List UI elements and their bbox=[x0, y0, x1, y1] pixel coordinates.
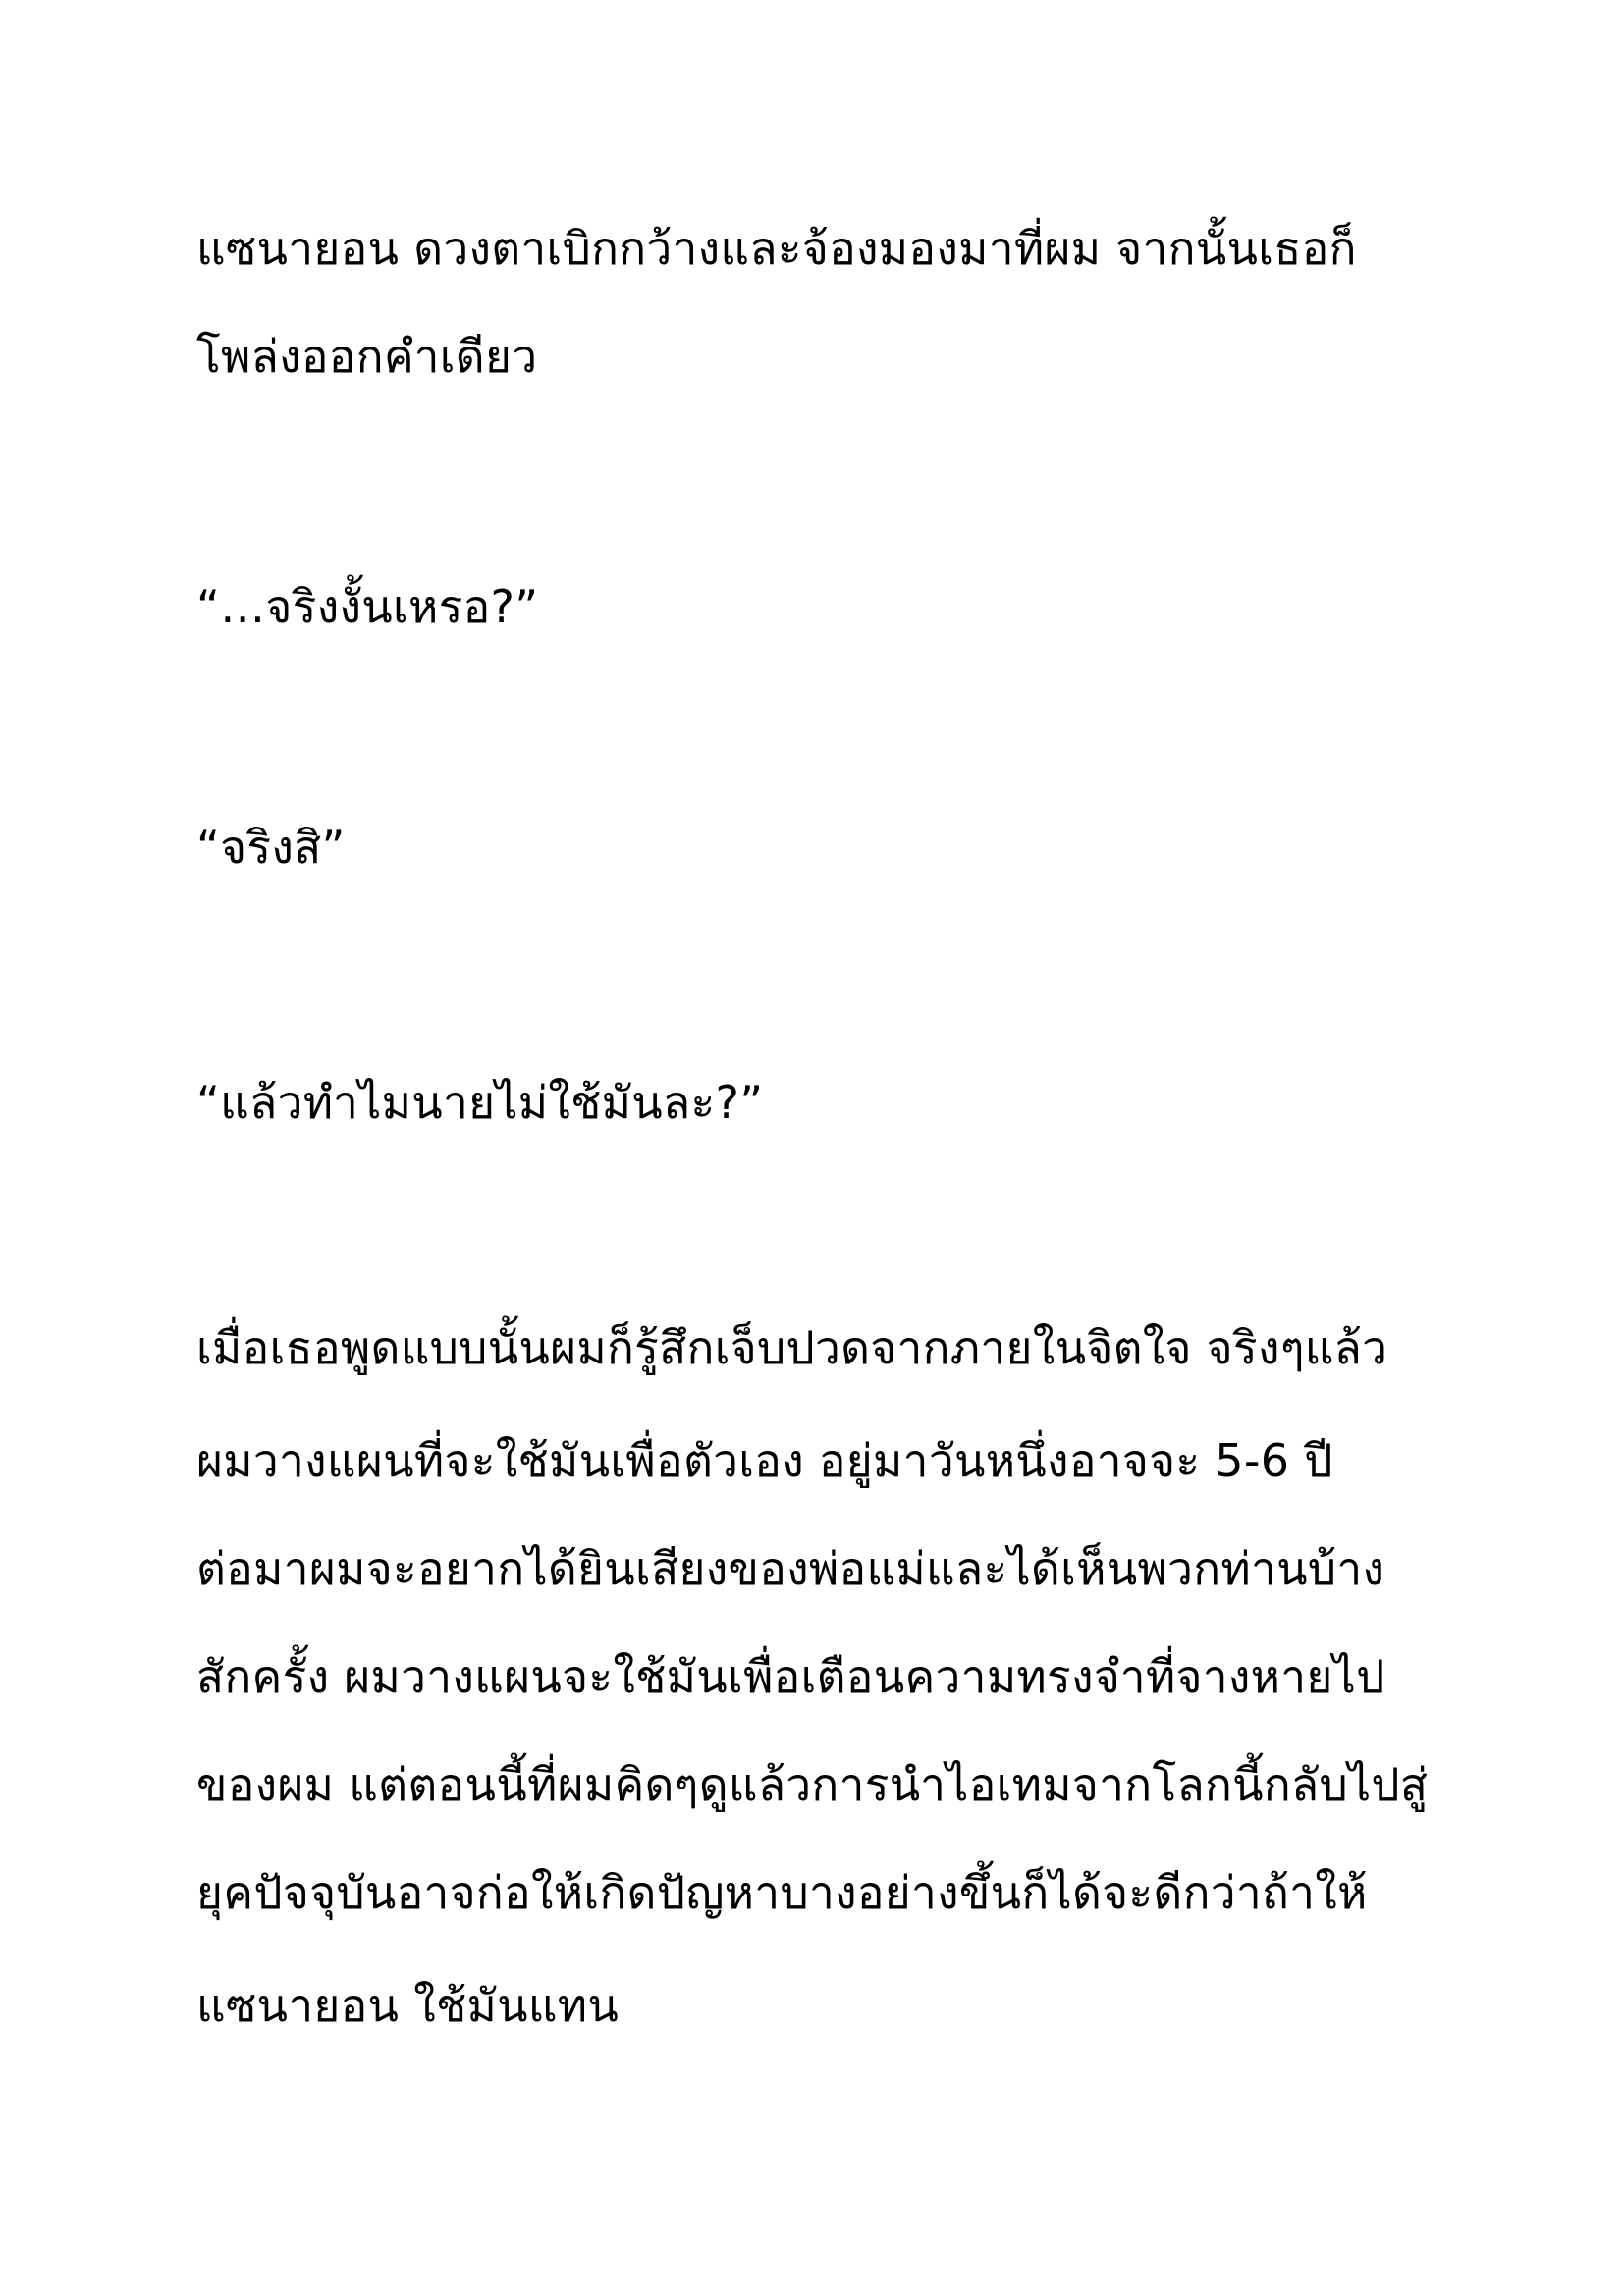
narration-line: แซนายอน ดวงตาเบิกกว้างและจ้องมองมาที่ผม จากนั้นเธอก็ bbox=[196, 222, 1357, 275]
narration-line: ยุคปัจจุบันอาจก่อให้เกิดปัญหาบางอย่างขึ้นก็ได้จะดีกว่าถ้าให้ bbox=[196, 1866, 1368, 1919]
narration-line: สักครั้ง ผมวางแผนจะใช้มันเพื่อเตือนความทรงจำที่จางหายไป bbox=[196, 1650, 1385, 1703]
narration-line: ต่อมาผมจะอยากได้ยินเสียงของพ่อแม่และได้เห็นพวกท่านบ้าง bbox=[196, 1542, 1385, 1595]
dialogue-line: “แล้วทำไมนายไม่ใช้มันละ?” bbox=[196, 1076, 764, 1129]
dialogue-line: “…จริงงั้นเหรอ?” bbox=[196, 580, 539, 633]
narration-line: ของผม แต่ตอนนี้ที่ผมคิดๆดูแล้วการนำไอเทมจากโลกนี้กลับไปสู่ bbox=[196, 1758, 1429, 1811]
narration-line: ผมวางแผนที่จะใช้มันเพื่อตัวเอง อยู่มาวันหนึ่งอาจจะ 5-6 ปี bbox=[196, 1434, 1333, 1487]
narration-line: โพล่งออกคำเดียว bbox=[196, 330, 538, 383]
narration-line: เมื่อเธอพูดแบบนั้นผมก็รู้สึกเจ็บปวดจากภายในจิตใจ จริงๆแล้ว bbox=[196, 1321, 1388, 1374]
dialogue-line: “จริงสิ” bbox=[196, 821, 346, 874]
narration-line: แซนายอน ใช้มันแทน bbox=[196, 1979, 620, 2032]
